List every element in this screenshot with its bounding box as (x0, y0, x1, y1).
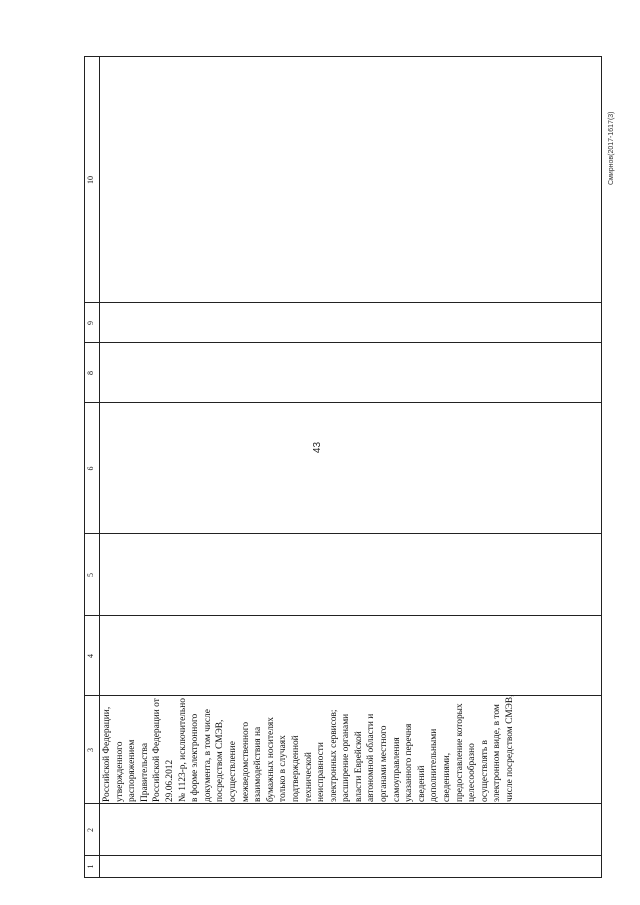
col3-text-cell (101, 694, 517, 802)
col-divider (85, 402, 601, 403)
col3-text-line: электронном виде, в том (492, 704, 503, 802)
data-table (84, 56, 602, 878)
header-cell-8: 8 (86, 371, 95, 375)
col3-text-line: посредством СМЭВ, (215, 719, 226, 802)
col3-text-line: только в случаях (278, 735, 289, 802)
col3-text-line: целесообразно (467, 743, 478, 802)
col3-text-line: указанного перечня (404, 723, 415, 802)
col3-text-line: предоставление которых (454, 703, 465, 802)
col3-text-line: числе посредством СМЭВ, (505, 694, 515, 802)
col3-text-line: сведениями, (442, 752, 453, 802)
col3-text-line: органами местного (379, 725, 390, 802)
col3-text-line: Российской Федерации, (102, 706, 112, 802)
header-cell-9: 9 (86, 321, 95, 325)
col3-text-line: документа, в том числе (202, 709, 213, 802)
col3-text-line: распоряжением (127, 739, 138, 802)
col3-text-line: сведений (416, 765, 427, 802)
col3-text-line: Российской Федерации от (152, 698, 163, 802)
col-divider (85, 302, 601, 303)
col3-text-line: власти Еврейской (353, 731, 364, 802)
col-divider (85, 533, 601, 534)
col3-text-line: расширение органами (341, 713, 352, 802)
document-stamp: Смирнов(2017-1617(3) (608, 111, 615, 185)
col3-text-line: подтвержденной (290, 735, 301, 802)
col3-text-line: самоуправления (391, 737, 402, 802)
col-divider (85, 855, 601, 856)
col3-text-line: взаимодействия на (253, 726, 264, 802)
col3-text-line: 29.06.2012 (164, 759, 175, 802)
col3-text-line: Правительства (139, 743, 150, 802)
col-divider (85, 803, 601, 804)
col3-text-line: межведомственного (240, 721, 251, 802)
col3-text-line: технической (303, 752, 314, 802)
header-cell-5: 5 (86, 573, 95, 577)
header-cell-2: 2 (86, 828, 95, 832)
col3-text-line: осуществление (227, 741, 238, 802)
col3-text-line: неисправности (316, 742, 327, 802)
col3-text-line: осуществлять в (479, 740, 490, 802)
col3-text-line: № 1123-р, исключительно (177, 698, 188, 802)
header-cell-10: 10 (86, 176, 95, 184)
col3-text-line: дополнительными (429, 728, 440, 802)
col-divider (85, 615, 601, 616)
header-cell-1: 1 (86, 864, 95, 869)
col3-text-line: автономной области и (366, 713, 377, 802)
col3-text-line: электронных сервисов; (328, 709, 339, 802)
col3-text-line: бумажных носителях (265, 717, 276, 802)
page-number: 43 (312, 441, 324, 454)
header-cell-4: 4 (86, 654, 95, 658)
col-divider (85, 342, 601, 343)
header-cell-6: 6 (86, 466, 95, 471)
col3-text-line: утвержденного (114, 741, 125, 802)
col3-text-line: в форме электронного (190, 713, 201, 802)
col-divider (85, 695, 601, 696)
header-cell-3: 3 (86, 748, 95, 752)
